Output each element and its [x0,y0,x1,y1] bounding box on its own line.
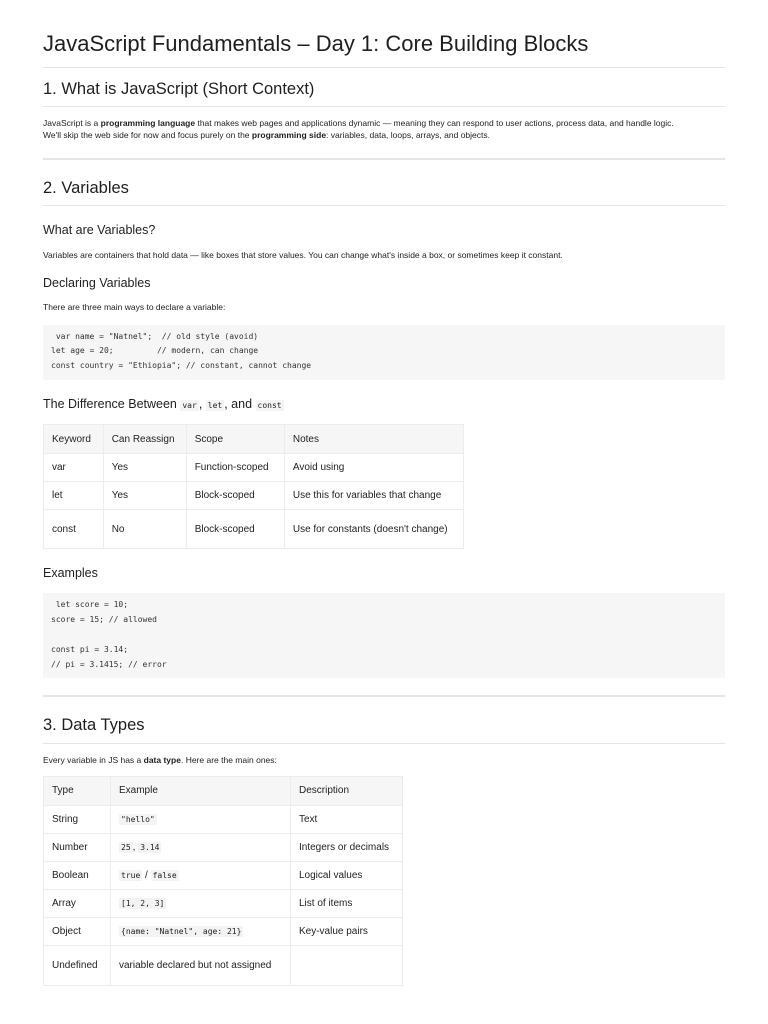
example-code: {name: "Natnel", age: 21} [121,926,242,936]
description-cell: Key-value pairs [291,917,403,945]
intro-text-2: that makes web pages and applications dynamic — meaning they can respond to user actions, process data, and handle logic. [195,118,674,129]
table-row [44,510,464,549]
example-cell [111,889,291,917]
table-cell: Yes [103,454,186,482]
table-row [44,917,403,945]
code-block-declarations [43,325,725,380]
table-row [44,805,403,833]
description-cell: Logical values [291,861,403,889]
code-line: let age = 20; // modern, can change [51,346,259,356]
data-types-table-body [44,805,403,985]
subheading-what-are-variables: What are Variables? [43,223,156,238]
type-cell: String [52,813,79,825]
keyword-comparison-table [43,424,464,549]
intro-paragraph [43,118,725,142]
code-line: let score = 10; [51,600,129,610]
table-cell: Block-scoped [186,510,284,549]
table-row [44,833,403,861]
difference-separator: , and [224,396,256,411]
description-cell: Integers or decimals [291,833,403,861]
intro-bold-programming-language: programming language [100,118,196,129]
document-page [43,0,725,986]
table-row [44,889,403,917]
code-line: var name = "Natnel"; // old style (avoid) [51,331,259,341]
section-heading-variables: 2. Variables [43,178,725,206]
example-code: 25 [121,842,131,852]
description-cell [291,945,403,985]
data-types-text-2: . Here are the main ones: [180,754,277,765]
code-line: const country = "Ethiopia"; // constant, cannot change [51,361,312,371]
table-header-cell: Example [111,776,291,805]
table-header-row [44,776,403,805]
example-separator: , [132,841,139,853]
data-types-text-1: Every variable in JS has a [43,754,144,765]
table-header-cell: Description [291,776,403,805]
table-cell: Use for constants (doesn't change) [284,510,463,549]
table-cell: Function-scoped [186,454,284,482]
subheading-difference [43,396,725,412]
example-cell [111,833,291,861]
intro-text-4: : variables, data, loops, arrays, and objects. [326,129,490,140]
table-row [44,861,403,889]
example-code: true [121,870,141,880]
example-code: "hello" [121,814,155,824]
subheading-examples: Examples [43,566,98,581]
table-row [44,454,464,482]
keyword-var: var [182,400,197,410]
code-line: // pi = 3.1415; // error [51,659,167,669]
section-heading-what-is-js: 1. What is JavaScript (Short Context) [43,79,725,107]
subheading-declaring-variables: Declaring Variables [43,276,151,291]
page-title: JavaScript Fundamentals – Day 1: Core Building Blocks [43,30,725,68]
description-cell: Text [291,805,403,833]
example-separator: / [142,869,151,881]
declaring-description: There are three main ways to declare a variable: [43,301,226,312]
type-cell: Number [52,841,88,853]
example-code: [1, 2, 3] [121,898,165,908]
type-cell: Undefined [52,959,98,971]
table-cell: Block-scoped [186,482,284,510]
section-heading-data-types: 3. Data Types [43,715,725,743]
description-cell: List of items [291,889,403,917]
table-header-cell: Keyword [44,425,104,454]
code-block-examples [43,593,725,678]
table-cell: No [103,510,186,549]
table-cell: var [52,462,66,474]
example-cell [111,861,291,889]
intro-text-3: We'll skip the web side for now and focus purely on the [43,129,252,140]
table-header-cell: Can Reassign [103,425,186,454]
code-line: score = 15; // allowed [51,615,157,625]
example-cell: variable declared but not assigned [111,945,291,985]
example-code: 3.14 [140,842,160,852]
table-cell: Use this for variables that change [284,482,463,510]
example-cell [111,917,291,945]
variables-description: Variables are containers that hold data — like boxes that store values. You can change what's inside a box, or sometimes keep it constant. [43,249,563,260]
table-header-cell: Scope [186,425,284,454]
type-cell: Boolean [52,869,89,881]
table-cell: Avoid using [284,454,463,482]
keyword-const: const [257,400,282,410]
code-line [51,628,717,643]
table-row [44,482,464,510]
type-cell: Object [52,925,81,937]
table-cell: const [52,523,76,535]
example-code: false [152,870,177,880]
table-cell: let [52,490,63,502]
intro-text-1: JavaScript is a [43,118,101,129]
code-line: const pi = 3.14; [51,644,129,654]
difference-separator: , [198,396,206,411]
data-types-table [43,776,403,986]
table-cell: Yes [103,482,186,510]
table-header-row [44,425,464,454]
table-header-cell: Notes [284,425,463,454]
type-cell: Array [52,897,76,909]
difference-text: The Difference Between [43,396,181,411]
intro-bold-programming-side: programming side [251,129,327,140]
table-header-cell: Type [44,776,111,805]
data-types-bold: data type [143,754,181,765]
data-types-intro [43,755,725,767]
example-cell [111,805,291,833]
table-row [44,945,403,985]
keyword-let: let [207,400,223,410]
